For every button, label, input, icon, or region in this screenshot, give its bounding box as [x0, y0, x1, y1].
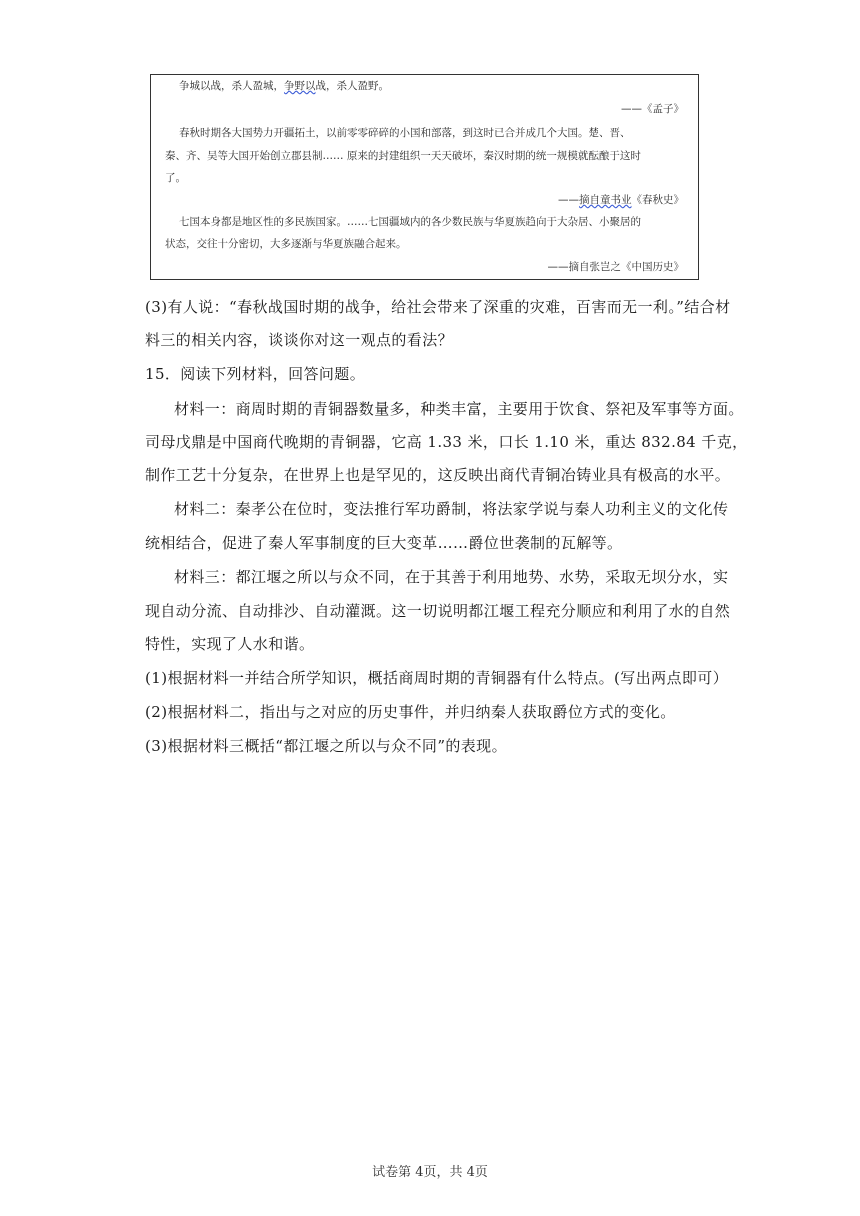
source-excerpt-box: [150, 74, 699, 280]
excerpt-source: ——摘自张岂之《中国历史》: [547, 261, 684, 273]
material-3-text: 现自动分流、自动排沙、自动灌溉。这一切说明都江堰工程充分顺应和利用了水的自然: [145, 602, 731, 620]
excerpt-line: 七国本身都是地区性的多民族国家。……七国疆域内的各少数民族与华夏族趋向于大杂居、小聚居的: [179, 216, 641, 228]
excerpt-text: ——: [558, 194, 579, 206]
material-2-text: 统相结合，促进了秦人军事制度的巨大变革……爵位世袭制的瓦解等。: [145, 534, 623, 552]
material-3-text: 材料三：都江堰之所以与众不同，在于其善于利用地势、水势，采取无坝分水，实: [174, 568, 729, 586]
material-2-text: 材料二：秦孝公在位时，变法推行军功爵制，将法家学说与秦人功利主义的文化传: [174, 500, 729, 518]
sub-question-2: (2)根据材料二，指出与之对应的历史事件，并归纳秦人获取爵位方式的变化。: [145, 703, 676, 721]
excerpt-line: [165, 79, 684, 93]
question-15-title: 15．阅读下列材料，回答问题。: [145, 365, 366, 383]
question-3-text: 料三的相关内容，谈谈你对这一观点的看法？: [145, 331, 454, 349]
material-1-text: 制作工艺十分复杂，在世界上也是罕见的，这反映出商代青铜冶铸业具有极高的水平。: [145, 466, 731, 484]
excerpt-text: 《春秋史》: [631, 194, 684, 206]
excerpt-underlined-text: 争野以: [284, 80, 316, 92]
excerpt-line: 秦、齐、吴等大国开始创立郡县制…… 原来的封建组织一天天破坏，秦汉时期的统一规模就酝酿于这时: [165, 150, 641, 162]
excerpt-source: ——《孟子》: [621, 103, 684, 115]
excerpt-line: 状态，交往十分密切，大多逐渐与华夏族融合起来。: [165, 238, 407, 250]
page-footer: 试卷第 4页，共 4页: [372, 1165, 488, 1180]
excerpt-source: [165, 193, 684, 207]
excerpt-text: 战，杀人盈野。: [315, 80, 389, 92]
excerpt-line: 春秋时期各大国势力开疆拓土，以前零零碎碎的小国和部落，到这时已合并成几个大国。楚、晋、: [179, 127, 631, 139]
excerpt-line: 了。: [165, 172, 186, 184]
excerpt-underlined-text: 摘自童书业: [579, 194, 632, 206]
material-1-text: 司母戊鼎是中国商代晚期的青铜器，它高 1.33 米，口长 1.10 米，重达 832.84 千克，: [145, 433, 748, 451]
material-3-text: 特性，实现了人水和谐。: [145, 635, 315, 653]
question-3-text: (3)有人说：“春秋战国时期的战争，给社会带来了深重的灾难，百害而无一利。”结合材: [145, 298, 731, 316]
material-1-text: 材料一：商周时期的青铜器数量多，种类丰富，主要用于饮食、祭祀及军事等方面。: [174, 400, 744, 418]
sub-question-3: (3)根据材料三概括“都江堰之所以与众不同”的表现。: [145, 737, 507, 755]
sub-question-1: (1)根据材料一并结合所学知识，概括商周时期的青铜器有什么特点。(写出两点即可）: [145, 669, 729, 687]
excerpt-text: 争城以战，杀人盈城，: [179, 80, 284, 92]
